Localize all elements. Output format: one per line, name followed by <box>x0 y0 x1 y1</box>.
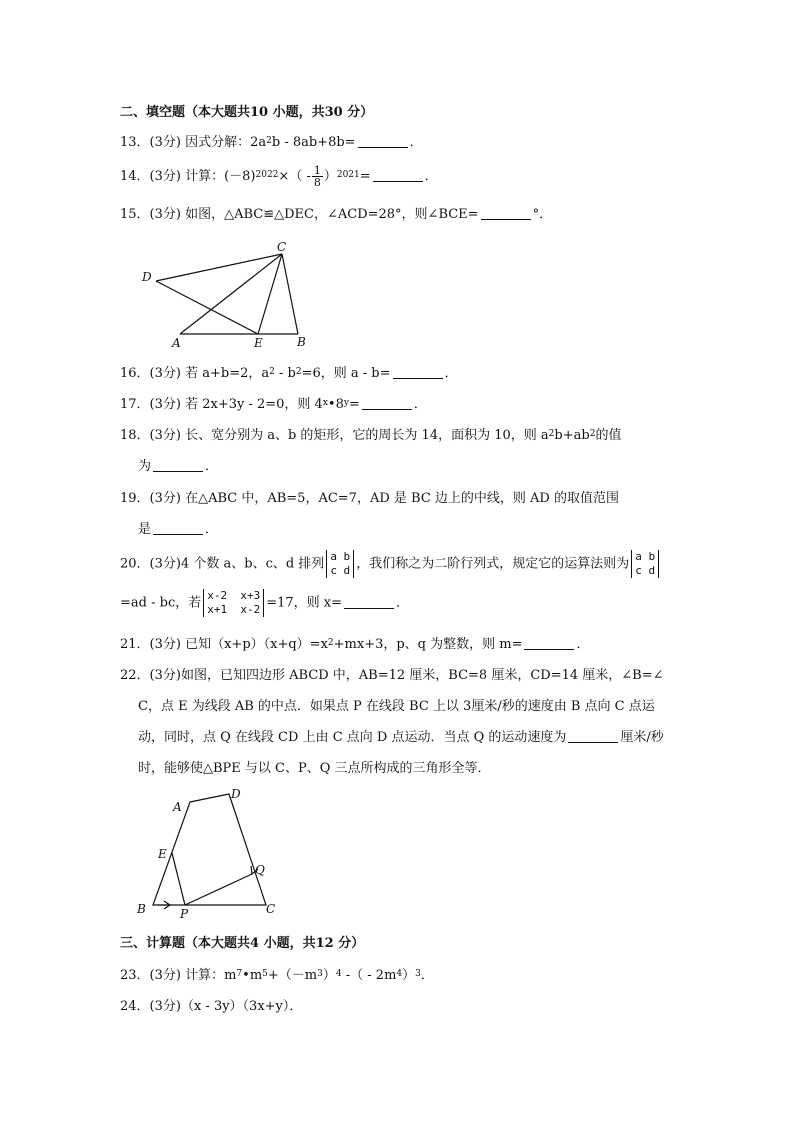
determinant-3: x-2 x+3 x+1 x-2 <box>203 589 264 617</box>
determinant-2: a b c d <box>631 550 659 578</box>
fraction: $\frac{1}{8}$ <box>313 164 321 189</box>
segment-de <box>156 281 258 334</box>
question-18-line-1: 18．(3分) 长、宽分别为 a、b 的矩形，它的周长为 14，面积为 10，则 $a^2b+ab^2$的值 <box>120 428 622 443</box>
question-20-line-2: =ad - bc，若 x-2 x+3 x+1 x-2 =17，则 x= ． <box>120 589 410 616</box>
question-22-line-1: 22．(3分)如图，已知四边形 ABCD 中，AB=12 厘米，BC=8 厘米，CD=14 厘米，∠B=∠ <box>120 668 664 683</box>
segment-dc <box>156 254 282 281</box>
quadrilateral-abcd <box>153 794 266 905</box>
question-22-line-3: 动，同时，点 Q 在线段 CD 上由 C 点向 D 点运动．当点 Q 的运动速度为 厘米/秒 <box>138 730 664 745</box>
label-a2: A <box>173 800 182 814</box>
label-e2: E <box>158 847 167 861</box>
label-e: E <box>254 336 263 350</box>
answer-blank[interactable] <box>362 396 412 410</box>
label-b2: B <box>137 902 146 916</box>
segment-ce <box>258 254 282 334</box>
question-22-line-4: 时，能够使△BPE 与以 C、P、Q 三点所构成的三角形全等． <box>138 761 491 776</box>
question-23: 23．(3分) 计算：$m^7•m^5+(-m^3)^4$ -（ - $2m^4)^3$． <box>120 968 434 983</box>
section-3-title: 三、计算题（本大题共4 小题，共12 分） <box>120 936 365 951</box>
label-p2: P <box>180 907 189 921</box>
answer-blank[interactable] <box>153 521 203 535</box>
question-13: 13．(3分) 因式分解：$2a^2b - 8ab+8b=$ ． <box>120 135 423 150</box>
question-18-line-2: 为 ． <box>138 459 219 474</box>
question-17: 17．(3分) 若 2x+3y - 2=0，则 $4^x•8^y=$ ． <box>120 397 427 412</box>
label-b: B <box>297 335 306 349</box>
label-a: A <box>172 336 181 350</box>
section-2-title: 二、填空题（本大题共10 小题，共30 分） <box>120 105 374 120</box>
question-19-line-2: 是 ． <box>138 522 219 537</box>
label-d: D <box>142 270 152 284</box>
segment-pq <box>185 874 252 905</box>
answer-blank[interactable] <box>344 595 394 609</box>
label-c2: C <box>266 902 276 916</box>
question-21: 21．(3分) 已知$(x+p)(x+q)=x^2+mx+3$，p、q 为整数，则 m= ． <box>120 637 590 652</box>
question-15: 15．(3分) 如图，△ABC≌△DEC，∠ACD=28°，则∠BCE= °． <box>120 207 553 222</box>
answer-blank[interactable] <box>524 636 574 650</box>
determinant-1: a b c d <box>326 550 354 578</box>
segment-cb <box>282 254 298 334</box>
label-d2: D <box>231 787 241 801</box>
segment-ep <box>172 853 185 905</box>
question-14: 14．(3分) 计算：$(-8)^{2022}\times$（ - $\frac{1}{8}$ ）$^{2021}$= ． <box>120 164 438 189</box>
question-16: 16．(3分) 若 a+b=2，$a^2 - b^2=6$，则 a - b= ． <box>120 366 458 381</box>
answer-blank[interactable] <box>568 729 618 743</box>
question-24: 24．(3分)（x - 3y）（3x+y）． <box>120 999 303 1014</box>
answer-blank[interactable] <box>153 458 203 472</box>
question-22-line-2: C，点 E 为线段 AB 的中点．如果点 P 在线段 BC 上以 3厘米/秒的速度由 B 点向 C 点运 <box>138 699 655 714</box>
question-20-line-1: 20．(3分)4 个数 a、b、c、d 排列 a b c d ，我们称之为二阶行列式，规定它的运算法则为 a b c d <box>120 550 661 578</box>
label-c: C <box>277 240 287 254</box>
label-q2: Q <box>255 863 265 877</box>
segment-ca <box>180 254 282 334</box>
question-19-line-1: 19．(3分) 在△ABC 中，AB=5，AC=7，AD 是 BC 边上的中线，则 AD 的取值范围 <box>120 491 619 506</box>
answer-blank[interactable] <box>393 365 443 379</box>
